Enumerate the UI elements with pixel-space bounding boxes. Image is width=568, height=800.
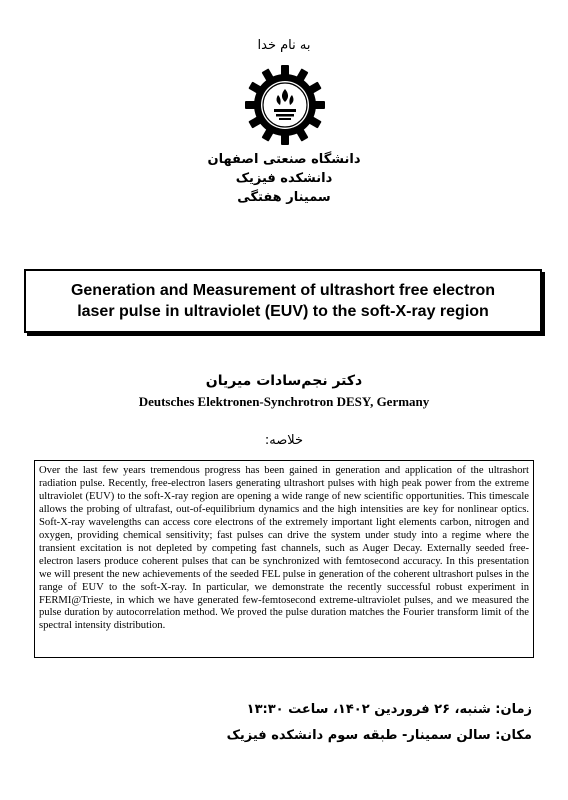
basmala-text: به نام خدا	[257, 38, 311, 53]
event-place: مکان: سالن سمینار- طبقه سوم دانشکده فیزیک	[226, 728, 532, 743]
abstract-text: Over the last few years tremendous progress has been gained in generation and application of the ultrashort radiation pulse. Recently, free-electron lasers generating ultrashort pulses with high peak power from the extreme ultraviolet (EUV) to the soft-X-ray region are opening a wide range of new scientific opportunities. This timescale allows the probing of ultrafast, out-of-equilibrium dynamics and the high intensities are key for nonlinear optics. Soft-X-ray wavelengths can access core electrons of the extremely important light elements carbon, nitrogen and oxygen, providing chemical sensitivity; fast pulses can drive the system under study into a regime where the transient excitation is not depleted by competing fast channels, such as Auger Decay. Externally seeded free-electron lasers produce coherent pulses that can be synchronized with femtosecond accuracy. In this presentation we will present the new achievements of the seeded FEL pulse in generation of the coherent ultrashort pulses in the range of EUV to the soft-X-ray. In particular, we demonstrate the recently successful robust experiment in FERMI@Trieste, in which we have generated few-femtosecond extreme-ultraviolet pulses, and we measured the pulse duration by autocorrelation method. We proved the pulse duration matches the Fourier transform limit of the spectral intensity distribution.	[34, 460, 534, 658]
title-line-1: Generation and Measurement of ultrashort free electron	[70, 282, 496, 299]
university-name: دانشگاه صنعتی اصفهان	[207, 152, 361, 167]
abstract-label: خلاصه:	[264, 433, 304, 448]
title-box	[24, 269, 542, 333]
event-time: زمان: شنبه، ۲۶ فروردین ۱۴۰۲، ساعت ۱۳:۳۰	[246, 702, 532, 717]
speaker-name: دکتر نجم‌سادات میریان	[205, 373, 363, 389]
seminar-label: سمینار هفتگی	[237, 190, 331, 205]
university-logo	[242, 62, 328, 148]
university-header	[0, 150, 568, 207]
faculty-name: دانشکده فیزیک	[235, 171, 333, 186]
title-line-2: laser pulse in ultraviolet (EUV) to the soft-X-ray region	[77, 303, 489, 320]
speaker-affiliation: Deutsches Elektronen-Synchrotron DESY, Germany	[138, 394, 430, 409]
